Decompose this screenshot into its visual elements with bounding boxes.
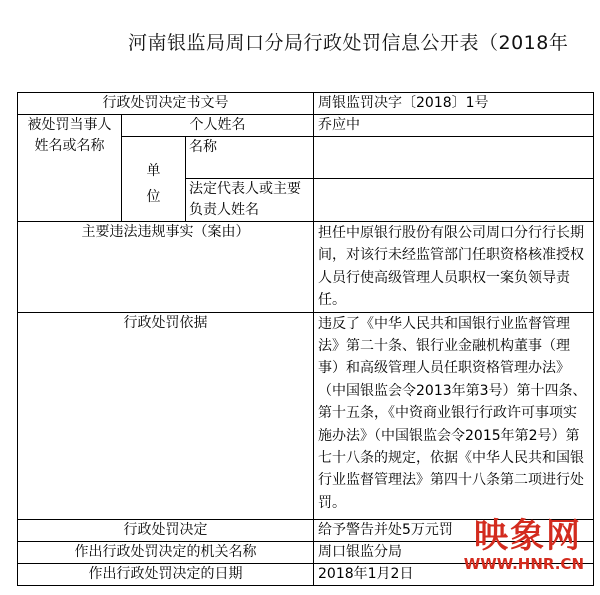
decision-date-label: 作出行政处罚决定的日期 xyxy=(18,563,314,585)
violation-facts-label: 主要违法违规事实（案由） xyxy=(18,222,314,313)
authority-value: 周口银监分局 xyxy=(314,541,594,563)
violation-facts-value: 担任中原银行股份有限公司周口分行行长期间，对该行未经监管部门任职资格核准授权人员行使高级管理人员职权一案负领导责任。 xyxy=(314,222,594,313)
individual-name-value: 乔应中 xyxy=(314,115,594,137)
doc-number-label: 行政处罚决定书文号 xyxy=(18,93,314,115)
unit-label xyxy=(122,137,186,222)
decision-date-value: 2018年1月2日 xyxy=(314,563,594,585)
unit-name-value xyxy=(314,137,594,179)
penalty-decision-label: 行政处罚决定 xyxy=(18,519,314,541)
table-row xyxy=(18,93,594,115)
individual-name-label: 个人姓名 xyxy=(122,115,314,137)
doc-number-value: 周银监罚决字〔2018〕1号 xyxy=(314,93,594,115)
penalty-decision-value: 给予警告并处5万元罚 xyxy=(314,519,594,541)
penalty-info-table xyxy=(17,92,594,586)
table-row xyxy=(18,115,594,137)
unit-label-text: 单位 xyxy=(146,163,161,205)
party-label: 被处罚当事人姓名或名称 xyxy=(18,115,122,222)
page-title: 河南银监局周口分局行政处罚信息公开表（2018年 xyxy=(128,32,569,54)
unit-name-label: 名称 xyxy=(186,137,314,179)
penalty-basis-label: 行政处罚依据 xyxy=(18,312,314,519)
watermark-logo: 映象网 xyxy=(474,516,582,556)
authority-label: 作出行政处罚决定的机关名称 xyxy=(18,541,314,563)
watermark-url: WWW.HNR.CN xyxy=(463,555,584,573)
table-row xyxy=(18,222,594,313)
legal-rep-value xyxy=(314,179,594,222)
penalty-basis-value: 违反了《中华人民共和国银行业监督管理法》第二十条、银行业金融机构董事（理事）和高级管理人员任职资格管理办法》（中国银监会令2013年第3号）第十四条、第十五条，《中资商业银行行政许可事项实施办法》（中国银监会令2015年第2号）第七十八条的规定，依据《中华人民共和国银行业监督管理法》第四十八条第二项进行处罚。 xyxy=(314,312,594,519)
table-row xyxy=(18,312,594,519)
legal-rep-label: 法定代表人或主要负责人姓名 xyxy=(186,179,314,222)
